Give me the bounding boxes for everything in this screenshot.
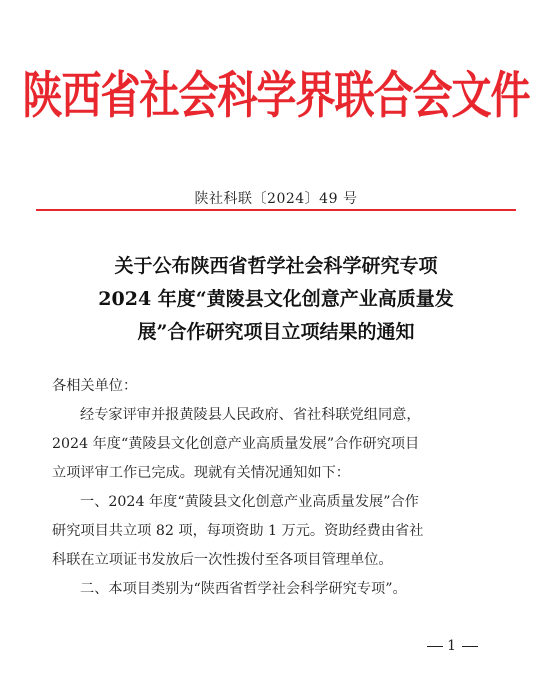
body-line: 研究项目共立项 82 项，每项资助 1 万元。资助经费由省社 (52, 523, 424, 539)
notice-body (52, 372, 512, 604)
body-line: 科联在立项证书发放后一次性拨付至各项目管理单位。 (52, 552, 393, 568)
document-number: 陕社科联〔2024〕49 号 (194, 191, 358, 207)
page-number (423, 638, 482, 654)
notice-title (60, 250, 492, 349)
notice-title-line: 2024 年度“黄陵县文化创意产业高质量发 (98, 288, 454, 310)
notice-title-line: 展”合作研究项目立项结果的通知 (137, 321, 415, 343)
page-number-dash-left (427, 646, 443, 647)
body-line: 立项评审工作已完成。现就有关情况通知如下： (52, 465, 350, 481)
body-line: 一、2024 年度“黄陵县文化创意产业高质量发展”合作 (80, 494, 419, 510)
addressee: 各相关单位： (52, 378, 138, 394)
body-line: 2024 年度“黄陵县文化创意产业高质量发展”合作研究项目 (52, 436, 420, 452)
header-red-rule (36, 209, 516, 211)
body-line: 二、本项目类别为“陕西省哲学社会科学研究专项”。 (80, 581, 407, 597)
notice-title-line: 关于公布陕西省哲学社会科学研究专项 (114, 255, 438, 277)
body-line: 经专家评审并报黄陵县人民政府、省社科联党组同意， (80, 407, 421, 423)
page-number-value: 1 (447, 638, 458, 654)
org-header-title: 陕西省社会科学界联合会文件 (22, 66, 530, 125)
page-number-dash-right (462, 646, 478, 647)
